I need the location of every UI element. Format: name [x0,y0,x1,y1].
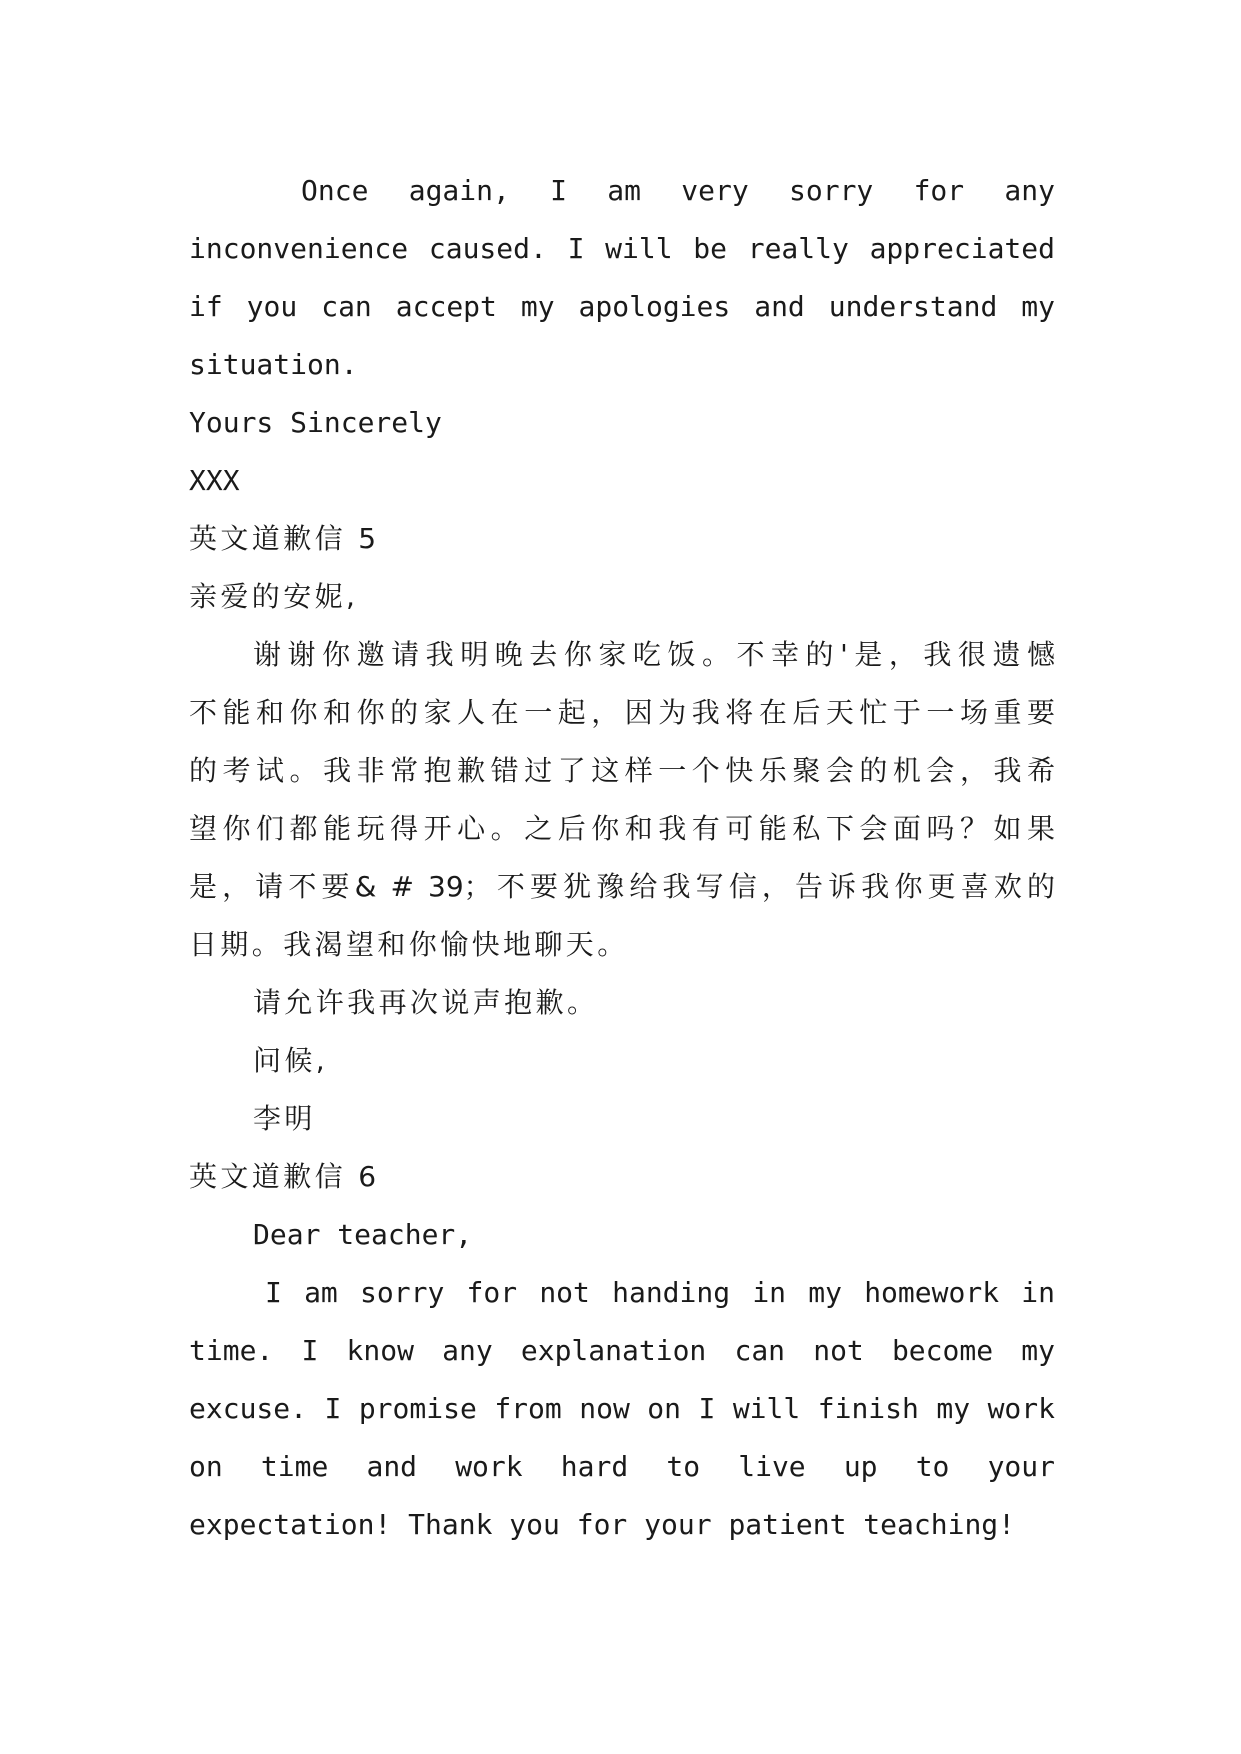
text-line: excuse. I promise from now on I will finish my work [189,1392,1055,1425]
document-body [189,162,1055,1554]
text-line: Once again, I am very sorry for any [301,174,1055,207]
text-line: inconvenience caused. I will be really appreciated [189,232,1055,265]
letter-5-body [189,626,1055,974]
letter-6-greeting: Dear teacher, [253,1218,473,1251]
text-line: I am sorry for not handing in my homework in [265,1276,1055,1309]
letter-6-body [189,1264,1055,1554]
text-line: on time and work hard to live up to your [189,1450,1055,1483]
closing-salutation: Yours Sincerely [189,406,442,439]
text-line: 不能和你和你的家人在一起，因为我将在后天忙于一场重要 [189,696,1055,729]
text-line: 谢谢你邀请我明晚去你家吃饭。不幸的'是，我很遗憾 [253,638,1055,671]
text-line: 日期。我渴望和你愉快地聊天。 [189,928,629,961]
text-line: 望你们都能玩得开心。之后你和我有可能私下会面吗？如果 [189,812,1055,845]
text-line: 的考试。我非常抱歉错过了这样一个快乐聚会的机会，我希 [189,754,1055,787]
text-line: expectation! Thank you for your patient teaching! [189,1508,1016,1541]
letter-5-greeting: 亲爱的安妮, [189,580,359,613]
letter-5-name: 李明 [253,1102,316,1135]
text-line: situation. [189,348,358,381]
letter-6-heading: 英文道歉信 6 [189,1160,380,1193]
text-line: 是，请不要& # 39；不要犹豫给我写信，告诉我你更喜欢的 [189,870,1055,903]
signature: XXX [189,464,240,497]
paragraph-apology-closing [189,162,1055,394]
letter-5-heading: 英文道歉信 5 [189,522,380,555]
text-line: time. I know any explanation can not become my [189,1334,1055,1367]
letter-5-apology: 请允许我再次说声抱歉。 [253,986,599,1019]
letter-5-regards: 问候, [253,1044,329,1077]
text-line: if you can accept my apologies and understand my [189,290,1055,323]
